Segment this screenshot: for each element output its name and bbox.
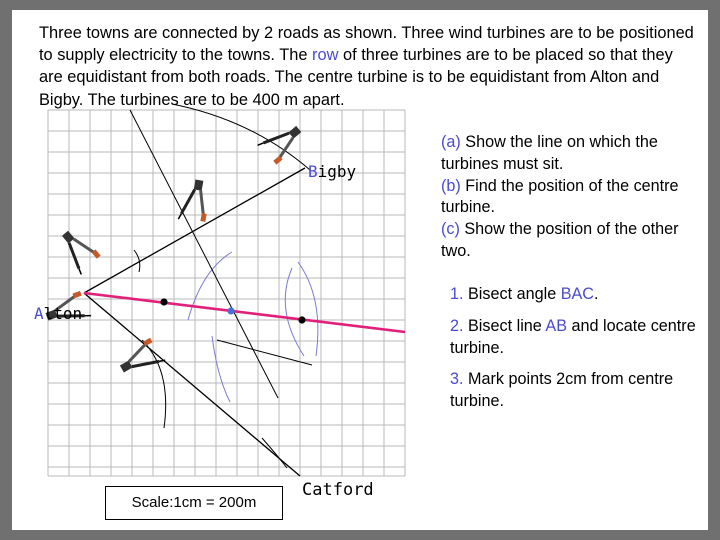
town-initial: B — [308, 162, 318, 181]
town-initial: C — [302, 480, 313, 500]
intro-text-2: of three turbines are to be placed so that they are equidistant from both roads. The centre turbine is to be equidistant from Alton and Bigby. The turbines are to be 400 m apart. — [39, 46, 673, 109]
step-1 — [450, 284, 700, 306]
step-highlight: AB — [545, 316, 568, 335]
problem-statement — [39, 22, 699, 111]
turbine-centre — [227, 307, 234, 314]
step-2 — [450, 316, 700, 360]
question-text: Find the position of the centre turbine. — [441, 176, 679, 217]
scale-label: Scale:1cm = 200m — [105, 486, 283, 520]
step-3 — [450, 369, 700, 413]
town-rest: atford — [312, 480, 374, 500]
question-c — [441, 219, 691, 263]
compass-icon — [115, 337, 165, 381]
step-after: . — [594, 285, 599, 303]
step-highlight: BAC — [560, 285, 594, 303]
question-label: (b) — [441, 176, 461, 195]
arc-large-top — [172, 104, 310, 170]
question-text: Show the position of the other two. — [441, 220, 679, 260]
town-label-bigby — [308, 162, 356, 181]
step-label: 1. — [450, 285, 464, 303]
arc-catford — [262, 438, 287, 468]
turbine-left — [160, 298, 167, 305]
town-rest: lton — [43, 304, 83, 323]
arc-large-left — [142, 340, 166, 428]
turbine-right — [298, 316, 305, 323]
arc-small-alton — [134, 250, 140, 272]
step-text: Bisect angle — [463, 285, 561, 303]
town-label-alton — [34, 304, 82, 323]
town-initial: A — [34, 304, 44, 323]
questions-block — [441, 132, 691, 263]
question-label: (c) — [441, 220, 460, 239]
question-a — [441, 132, 691, 176]
arc-bisect-3 — [212, 336, 230, 402]
steps-block — [450, 284, 700, 423]
step-text: Mark points 2cm from centre turbine. — [450, 370, 674, 411]
town-rest: igby — [317, 162, 357, 181]
step-label: 3. — [450, 370, 464, 389]
intro-highlight-row: row — [312, 46, 339, 65]
step-after: and locate centre turbine. — [450, 316, 696, 357]
construction-line — [217, 340, 312, 365]
slide — [12, 10, 708, 530]
question-b — [441, 176, 691, 220]
intro-text-1: Three towns are connected by 2 roads as shown. Three wind turbines are to be positioned to supply electricity to the towns. The — [39, 24, 694, 65]
question-label: (a) — [441, 133, 461, 151]
arc-bisect-4 — [298, 262, 318, 356]
step-text: Bisect line — [463, 316, 546, 335]
compass-icon — [54, 225, 102, 275]
town-label-catford — [302, 480, 374, 500]
question-text: Show the line on which the turbines must sit. — [441, 133, 658, 173]
step-label: 2. — [450, 316, 464, 335]
arc-bisect-2 — [285, 268, 304, 356]
